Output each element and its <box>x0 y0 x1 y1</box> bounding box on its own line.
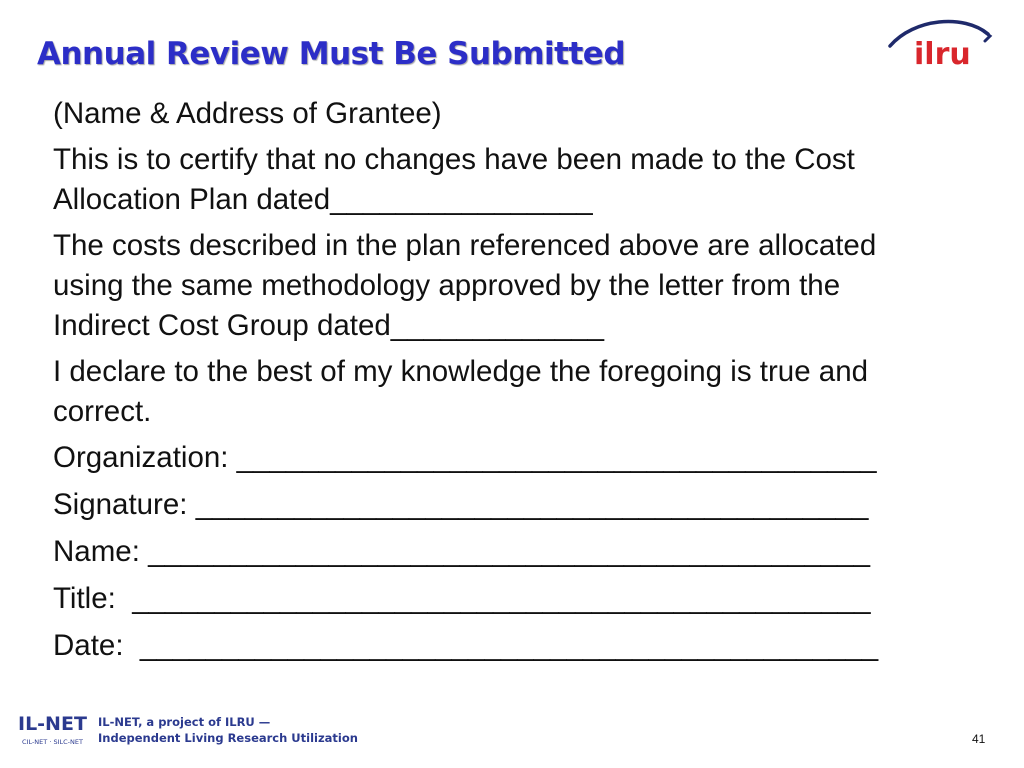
certify-paragraph <box>53 140 1003 220</box>
il-net-logo-text: IL-NET <box>18 713 87 735</box>
costs-paragraph <box>53 226 1003 346</box>
costs-line-3: Indirect Cost Group dated_____________ <box>53 309 605 342</box>
declare-line-1: I declare to the best of my knowledge the foregoing is true and <box>53 355 869 388</box>
organization-blank: _______________________________________ <box>236 441 877 474</box>
date-field <box>53 626 1003 666</box>
title-label: Title: <box>53 582 133 615</box>
il-net-logo <box>18 710 92 750</box>
costs-line-1: The costs described in the plan referenced above are allocated <box>53 229 877 262</box>
footer-line-2: Independent Living Research Utilization <box>98 731 358 745</box>
costs-line-2: using the same methodology approved by the letter from the <box>53 269 841 302</box>
signature-blank: _________________________________________ <box>195 488 869 521</box>
footer-text <box>98 714 358 746</box>
signature-field <box>53 485 1003 525</box>
title-blank: _____________________________________________ <box>132 582 871 615</box>
organization-field <box>53 438 1003 478</box>
ilru-logo-text: ilru <box>914 37 971 72</box>
date-blank: _____________________________________________ <box>139 629 879 662</box>
date-label: Date: <box>53 629 140 662</box>
certify-line-1: This is to certify that no changes have been made to the Cost <box>53 143 855 176</box>
il-net-logo-subtext: CIL-NET · SILC-NET <box>22 738 83 746</box>
form-body <box>53 94 1003 673</box>
name-blank: ____________________________________________ <box>148 535 870 568</box>
signature-label: Signature: <box>53 488 196 521</box>
slide-title: Annual Review Must Be Submitted <box>37 36 626 72</box>
name-field <box>53 532 1003 572</box>
ilru-logo <box>884 12 996 72</box>
grantee-line: (Name & Address of Grantee) <box>53 97 442 130</box>
page-number: 41 <box>972 732 986 746</box>
declare-line-2: correct. <box>53 395 152 428</box>
grantee-paragraph <box>53 94 1003 134</box>
certify-line-2: Allocation Plan dated________________ <box>53 183 593 216</box>
footer-line-1: IL-NET, a project of ILRU — <box>98 715 271 729</box>
organization-label: Organization: <box>53 441 237 474</box>
declare-paragraph <box>53 352 1003 432</box>
name-label: Name: <box>53 535 149 568</box>
title-field <box>53 579 1003 619</box>
